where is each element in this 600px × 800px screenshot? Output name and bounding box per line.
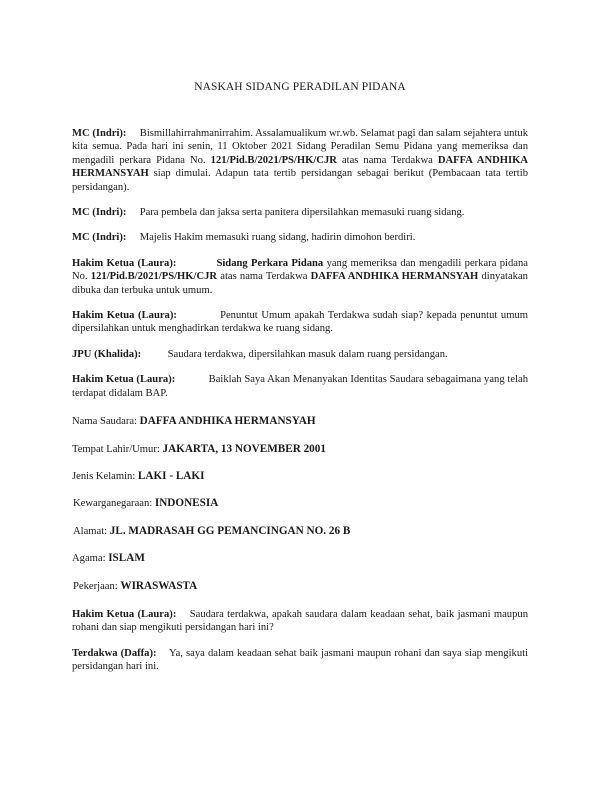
paragraph-judge-identity (72, 373, 528, 400)
field-label: Pekerjaan: (73, 580, 118, 592)
paragraph-judge-health (72, 608, 528, 635)
speaker-label: MC (Indri): (72, 232, 127, 244)
paragraph-text: Majelis Hakim memasuki ruang sidang, hadirin dimohon berdiri. (139, 232, 416, 244)
identity-religion (72, 552, 528, 565)
document-title: NASKAH SIDANG PERADILAN PIDANA (194, 81, 406, 93)
lead-text: Sidang Perkara Pidana (216, 257, 324, 269)
field-value: INDONESIA (154, 497, 219, 510)
field-label: Kewarganegaraan: (73, 498, 153, 510)
paragraph-text: atas nama Terdakwa (220, 271, 308, 283)
paragraph-text: Saudara terdakwa, apakah saudara dalam keadaan sehat, baik jasmani maupun rohani dan siap mengikuti persidangan hari ini? (72, 608, 528, 634)
defendant-name: DAFFA ANDHIKA HERMANSYAH (72, 154, 529, 180)
paragraph-judge-prosecutor (72, 309, 528, 336)
speaker-label: MC (Indri): (72, 128, 127, 139)
field-value: JL. MADRASAH GG PEMANCINGAN NO. 26 B (109, 524, 351, 537)
identity-occupation (72, 580, 528, 593)
defendant-name: DAFFA ANDHIKA HERMANSYAH (310, 271, 479, 283)
speaker-label: Terdakwa (Daffa): (72, 647, 157, 659)
paragraph-text: dinyatakan dibuka dan terbuka untuk umum. (72, 271, 528, 296)
speaker-label: JPU (Khalida): (72, 348, 142, 360)
identity-birth (72, 443, 528, 456)
paragraph-text: siap dimulai. Adapun tata tertib persidangan sebagai berikut (Pembacaan tata tertib persidangan). (72, 168, 528, 193)
speaker-label: Hakim Ketua (Laura): (72, 374, 176, 386)
paragraph-text: Baiklah Saya Akan Menanyakan Identitas Saudara sebagaimana yang telah terdapat didalam BAP. (72, 374, 528, 399)
paragraph-text: Bismillahirrahmanirrahim. Assalamualikum wr.wb. Selamat pagi dan salam sejahtera untuk kita semua. Pada hari ini senin, 11 Oktober 2021 Sidang Peradilan Semu Pidana yang memeriksa dan mengadili perkara Pidana No. (72, 128, 528, 166)
paragraph-jpu (72, 348, 528, 361)
field-value: JAKARTA, 13 NOVEMBER 2001 (162, 442, 326, 455)
paragraph-text: Saudara terdakwa, dipersilahkan masuk dalam ruang persidangan. (167, 348, 448, 360)
case-number: 121/Pid.B/2021/PS/HK/CJR (90, 271, 218, 283)
field-value: WIRASWASTA (120, 579, 198, 592)
paragraph-defendant-answer (72, 647, 528, 674)
identity-citizenship (72, 497, 528, 510)
field-label: Jenis Kelamin: (72, 470, 136, 482)
paragraph-text: Para pembela dan jaksa serta panitera dipersilahkan memasuki ruang sidang. (139, 207, 465, 219)
field-label: Alamat: (73, 525, 108, 537)
speaker-label: Hakim Ketua (Laura): (72, 257, 177, 269)
field-value: DAFFA ANDHIKA HERMANSYAH (139, 415, 316, 428)
paragraph-mc-judges (72, 231, 528, 244)
field-label: Tempat Lahir/Umur: (72, 443, 160, 455)
paragraph-text: atas nama Terdakwa (341, 154, 433, 166)
identity-address (72, 525, 528, 538)
paragraph-text: yang memeriksa dan mengadili perkara pidana No. (72, 257, 528, 283)
speaker-label: Hakim Ketua (Laura): (72, 608, 177, 620)
identity-name (72, 415, 528, 428)
field-value: ISLAM (108, 552, 145, 565)
case-number: 121/Pid.B/2021/PS/HK/CJR (210, 154, 337, 166)
paragraph-text: Ya, saya dalam keadaan sehat baik jasmani maupun rohani dan saya siap mengikuti persidangan hari ini. (72, 647, 529, 673)
identity-gender (72, 470, 528, 483)
paragraph-mc-opening (72, 127, 528, 194)
field-label: Nama Saudara: (72, 416, 138, 428)
paragraph-mc-invite (72, 206, 528, 219)
paragraph-text: Penuntut Umum apakah Terdakwa sudah siap? kepada penuntut umum dipersilahkan untuk menghadirkan terdakwa ke ruang sidang. (72, 310, 528, 335)
document-body (72, 127, 528, 674)
paragraph-judge-open (72, 257, 528, 297)
speaker-label: MC (Indri): (72, 207, 127, 219)
speaker-label: Hakim Ketua (Laura): (72, 310, 177, 322)
field-label: Agama: (72, 553, 106, 565)
field-value: LAKI - LAKI (137, 469, 205, 482)
